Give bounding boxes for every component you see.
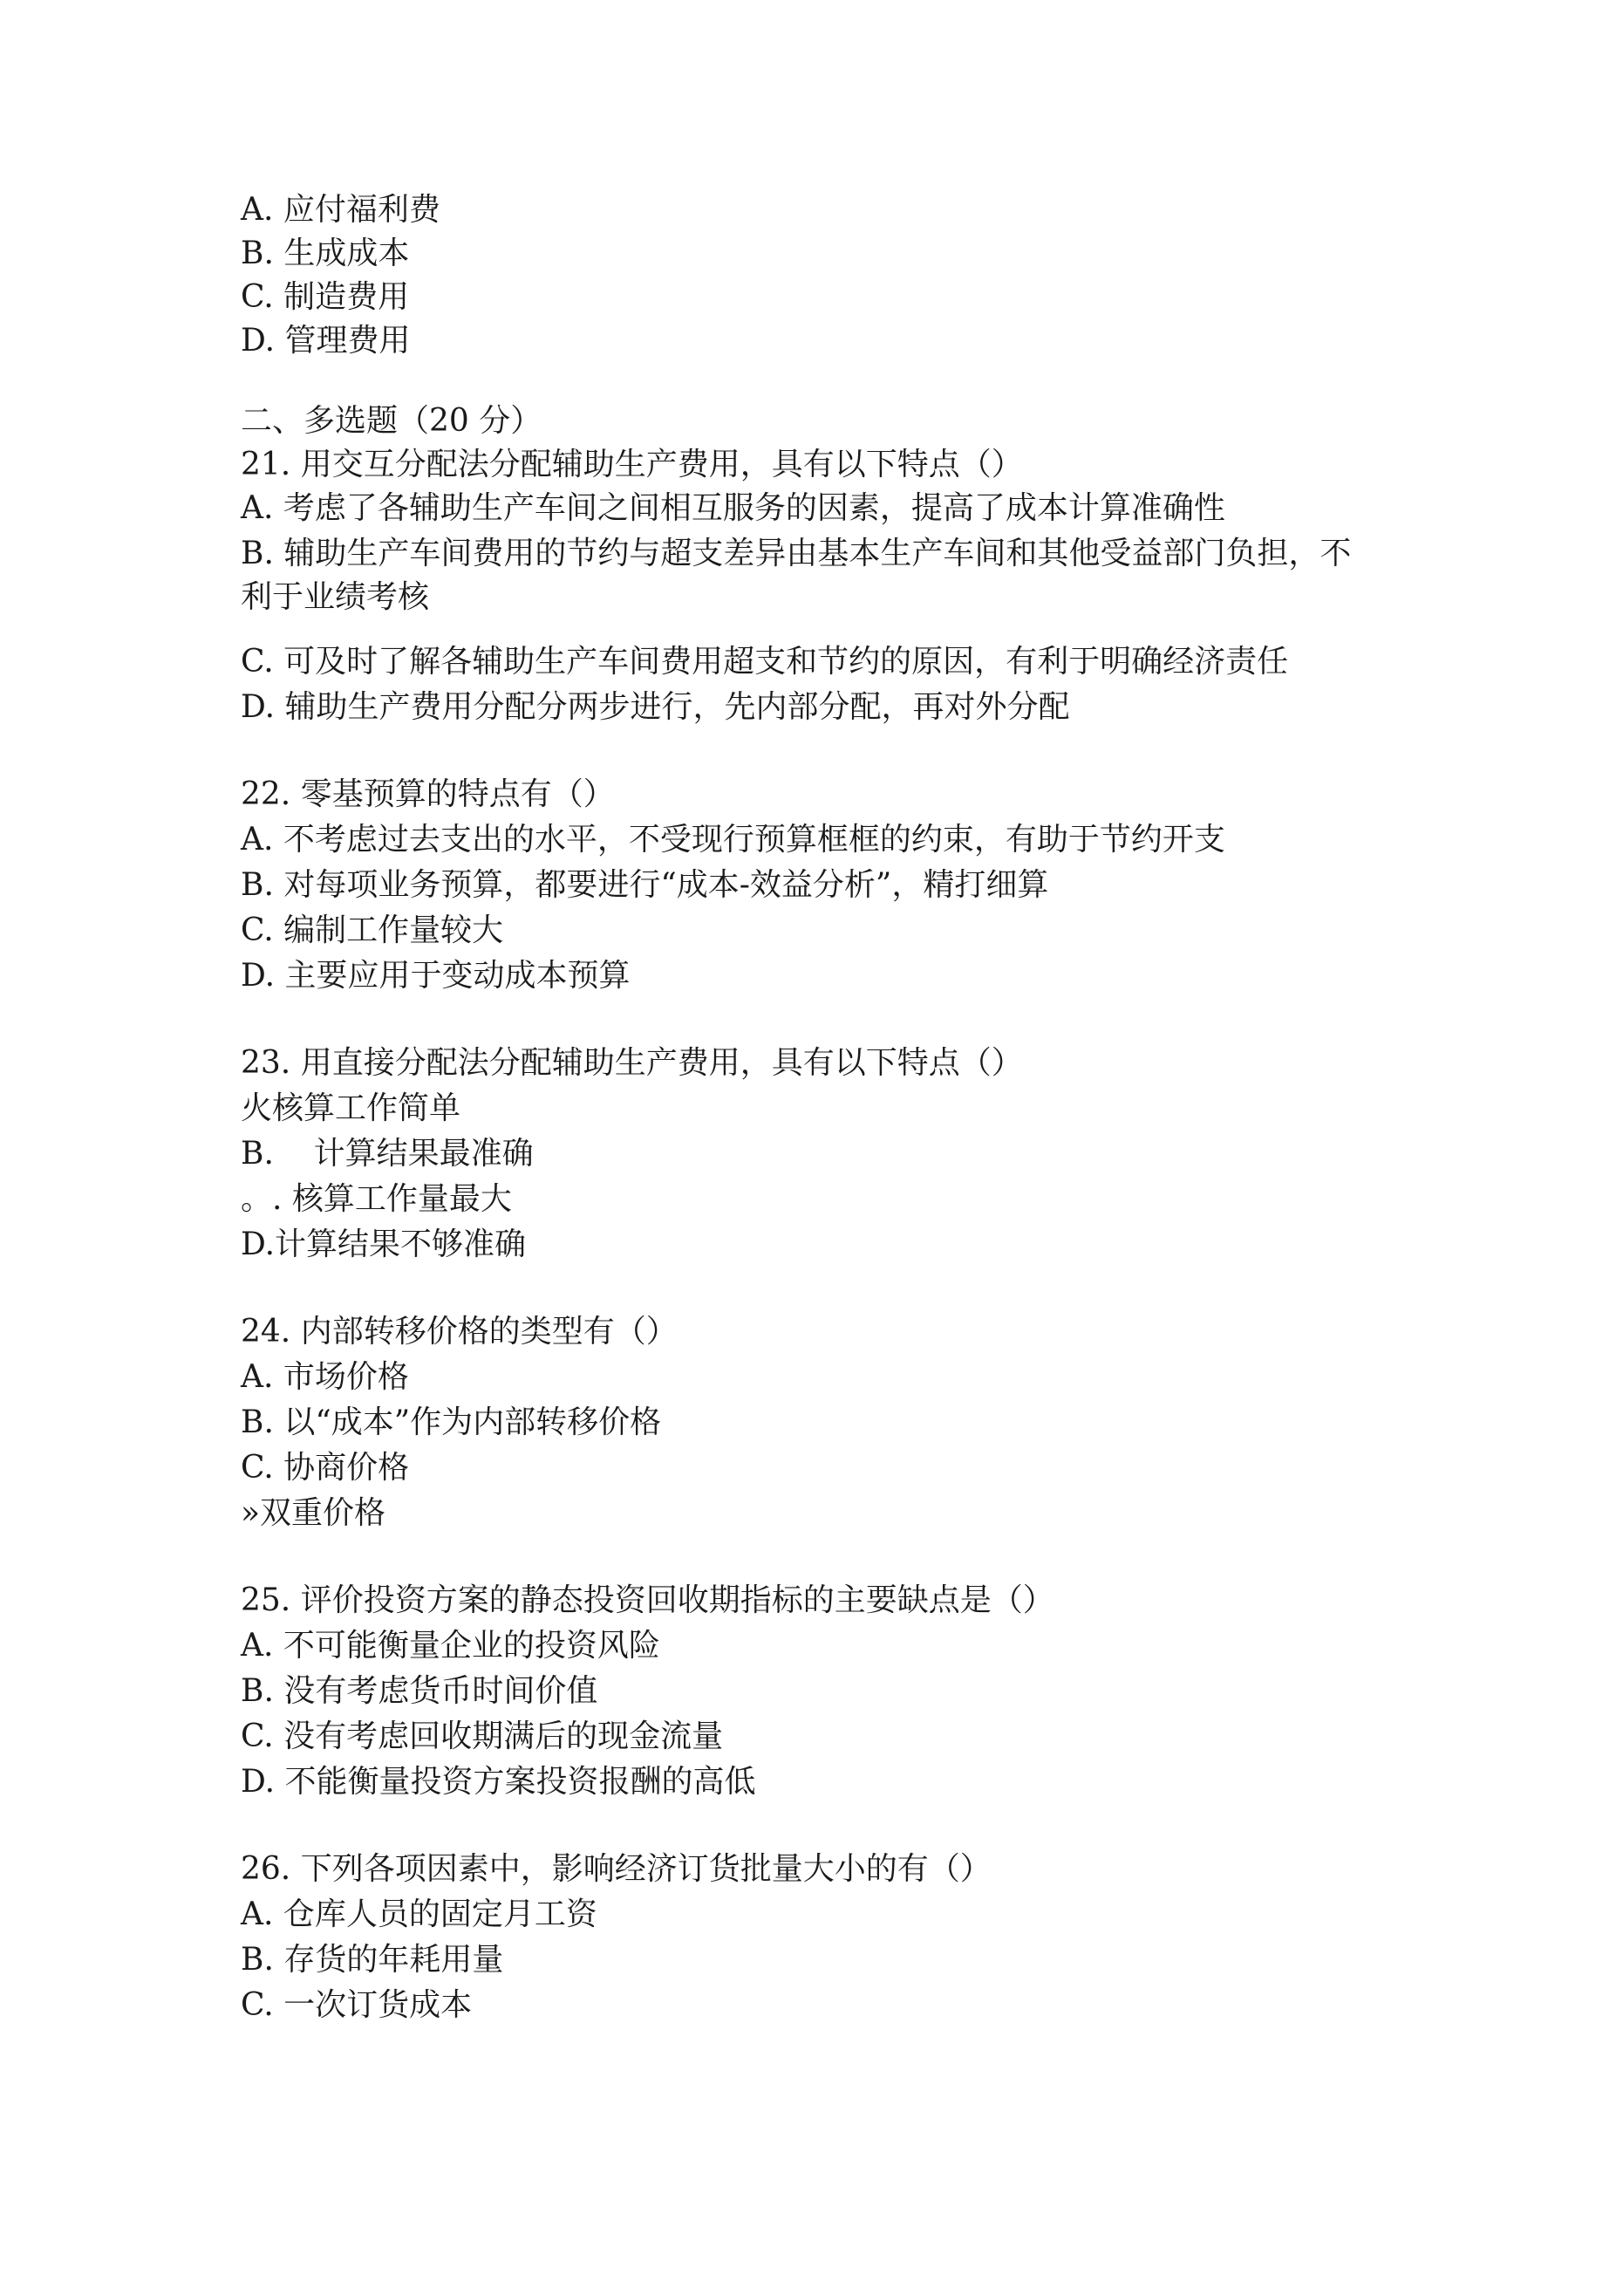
q23-option-b: B. 计算结果最准确 bbox=[241, 1136, 534, 1172]
q26-option-b: B. 存货的年耗用量 bbox=[241, 1942, 504, 1978]
q25-option-d: D. 不能衡量投资方案投资报酬的高低 bbox=[241, 1764, 756, 1800]
q24-option-c: C. 协商价格 bbox=[241, 1450, 410, 1486]
q24-stem: 24. 内部转移价格的类型有（） bbox=[241, 1314, 678, 1350]
q24-option-b: B. 以“成本”作为内部转移价格 bbox=[241, 1404, 662, 1440]
prev-option-c: C. 制造费用 bbox=[241, 279, 410, 315]
q24-option-d: »双重价格 bbox=[241, 1495, 386, 1531]
q25-option-c: C. 没有考虑回收期满后的现金流量 bbox=[241, 1719, 724, 1754]
q25-option-b: B. 没有考虑货币时间价值 bbox=[241, 1673, 598, 1709]
q21-stem: 21. 用交互分配法分配辅助生产费用，具有以下特点（） bbox=[241, 447, 1023, 482]
q22-option-d: D. 主要应用于变动成本预算 bbox=[241, 958, 631, 994]
q23-option-c: 。. 核算工作量最大 bbox=[241, 1181, 512, 1217]
q23-stem: 23. 用直接分配法分配辅助生产费用，具有以下特点（） bbox=[241, 1045, 1023, 1081]
q21-option-b-line2: 利于业绩考核 bbox=[241, 579, 430, 615]
section-heading: 二、多选题（20 分） bbox=[241, 403, 542, 439]
q22-option-c: C. 编制工作量较大 bbox=[241, 912, 504, 948]
q22-stem: 22. 零基预算的特点有（） bbox=[241, 776, 615, 812]
q24-option-a: A. 市场价格 bbox=[241, 1359, 409, 1395]
q22-option-a: A. 不考虑过去支出的水平，不受现行预算框框的约束，有助于节约开支 bbox=[241, 822, 1225, 858]
q21-option-a: A. 考虑了各辅助生产车间之间相互服务的因素，提高了成本计算准确性 bbox=[241, 490, 1225, 526]
prev-option-b: B. 生成成本 bbox=[241, 236, 410, 271]
q21-option-b-line1: B. 辅助生产车间费用的节约与超支差异由基本生产车间和其他受益部门负担，不 bbox=[241, 536, 1352, 571]
prev-option-a: A. 应付福利费 bbox=[241, 192, 440, 228]
prev-option-d: D. 管理费用 bbox=[241, 323, 411, 359]
q26-stem: 26. 下列各项因素中，影响经济订货批量大小的有（） bbox=[241, 1851, 992, 1887]
q23-option-a: 火核算工作简单 bbox=[241, 1090, 461, 1126]
q23-option-d: D.计算结果不够准确 bbox=[241, 1227, 527, 1262]
q21-option-c: C. 可及时了解各辅助生产车间费用超支和节约的原因，有利于明确经济责任 bbox=[241, 644, 1289, 680]
q25-option-a: A. 不可能衡量企业的投资风险 bbox=[241, 1628, 660, 1664]
q26-option-a: A. 仓库人员的固定月工资 bbox=[241, 1896, 597, 1932]
q25-stem: 25. 评价投资方案的静态投资回收期指标的主要缺点是（） bbox=[241, 1582, 1054, 1618]
q26-option-c: C. 一次订货成本 bbox=[241, 1987, 473, 2023]
q21-option-d: D. 辅助生产费用分配分两步进行，先内部分配，再对外分配 bbox=[241, 689, 1070, 725]
q22-option-b: B. 对每项业务预算，都要进行“成本-效益分析”，精打细算 bbox=[241, 867, 1049, 903]
